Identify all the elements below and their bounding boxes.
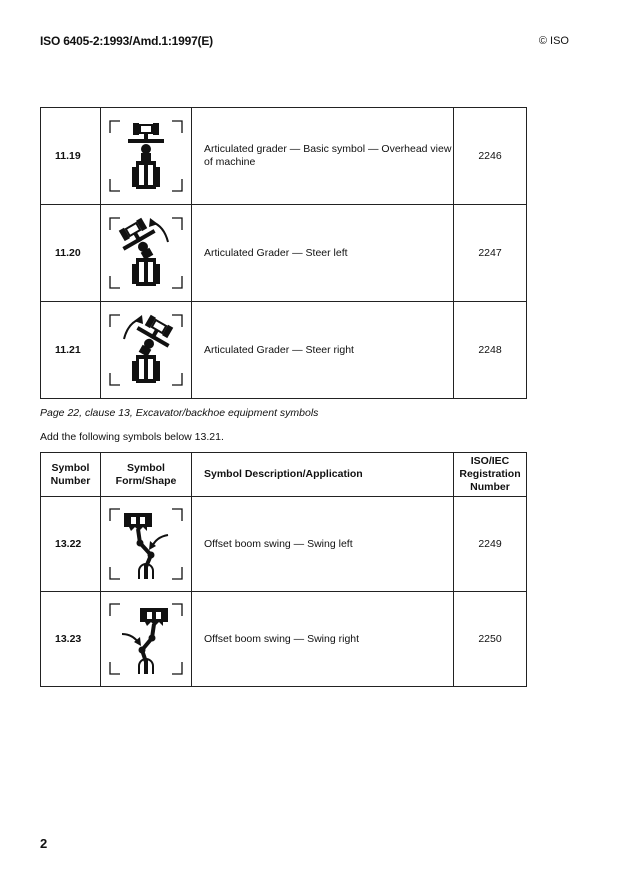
clause-caption: Page 22, clause 13, Excavator/backhoe equipment symbols — [40, 407, 319, 419]
articulated-grader-basic-symbol — [106, 115, 186, 197]
copyright-notice: © ISO — [538, 35, 569, 47]
symbol-form-cell — [101, 205, 192, 302]
symbol-description: Offset boom swing — Swing left — [192, 497, 454, 592]
instruction-text: Add the following symbols below 13.21. — [40, 431, 224, 443]
header-symbol-form: Symbol Form/Shape — [101, 453, 192, 497]
excavator-backhoe-symbols-table — [40, 452, 527, 687]
symbol-description: Articulated Grader — Steer left — [192, 205, 454, 302]
symbol-description: Articulated grader — Basic symbol — Overhead view of machine — [192, 108, 454, 205]
articulated-grader-steer-right-symbol — [106, 309, 186, 391]
table-row — [41, 205, 527, 302]
page-number: 2 — [40, 836, 48, 851]
articulated-grader-symbols-table — [40, 107, 527, 399]
articulated-grader-steer-left-symbol — [106, 212, 186, 294]
registration-number: 2248 — [454, 302, 527, 399]
offset-boom-swing-left-symbol — [106, 503, 186, 585]
symbol-description: Offset boom swing — Swing right — [192, 592, 454, 687]
symbol-description: Articulated Grader — Steer right — [192, 302, 454, 399]
symbol-number: 11.21 — [41, 302, 101, 399]
symbol-form-cell — [101, 497, 192, 592]
symbol-number: 13.22 — [41, 497, 101, 592]
header-symbol-description: Symbol Description/Application — [192, 453, 454, 497]
table-row — [41, 497, 527, 592]
symbol-number: 11.20 — [41, 205, 101, 302]
symbol-form-cell — [101, 592, 192, 687]
registration-number: 2247 — [454, 205, 527, 302]
table-row — [41, 302, 527, 399]
symbol-number: 11.19 — [41, 108, 101, 205]
table-row — [41, 592, 527, 687]
header-symbol-number: Symbol Number — [41, 453, 101, 497]
registration-number: 2246 — [454, 108, 527, 205]
header-registration-number: ISO/IEC Registration Number — [454, 453, 527, 497]
table-header-row — [41, 453, 527, 497]
table-row — [41, 108, 527, 205]
symbol-number: 13.23 — [41, 592, 101, 687]
document-header-standard: ISO 6405-2:1993/Amd.1:1997(E) — [40, 34, 213, 48]
registration-number: 2249 — [454, 497, 527, 592]
symbol-form-cell — [101, 108, 192, 205]
registration-number: 2250 — [454, 592, 527, 687]
symbol-form-cell — [101, 302, 192, 399]
offset-boom-swing-right-symbol — [106, 598, 186, 680]
